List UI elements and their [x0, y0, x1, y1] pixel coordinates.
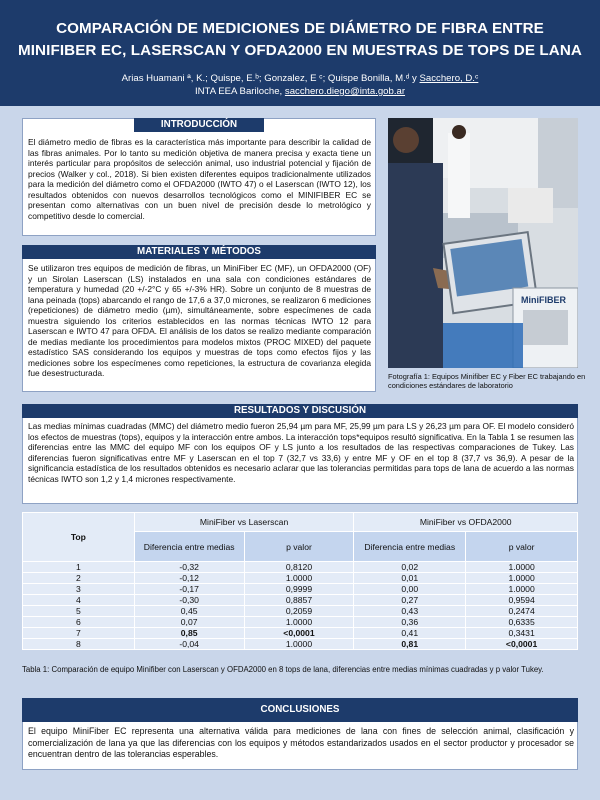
table-cell-p-laserscan: 1.0000 — [244, 617, 354, 628]
table-cell-diff-ofda: 0,27 — [354, 595, 466, 606]
table-cell-diff-ofda: 0,36 — [354, 617, 466, 628]
table-cell-p-laserscan: 0,9999 — [244, 584, 354, 595]
table-body — [23, 562, 578, 650]
header-top: Top — [23, 513, 135, 562]
table-cell-diff-laserscan: 0,85 — [134, 628, 244, 639]
lab-photo — [388, 118, 578, 368]
header-p-1: p valor — [244, 532, 354, 562]
table-cell-diff-ofda: 0,00 — [354, 584, 466, 595]
table-cell-p-ofda: 1.0000 — [466, 584, 578, 595]
table-cell-p-ofda: 0,9594 — [466, 595, 578, 606]
table-row — [23, 606, 578, 617]
resultados-heading: RESULTADOS Y DISCUSIÓN — [22, 404, 578, 418]
table-cell-top: 6 — [23, 617, 135, 628]
results-table — [22, 512, 578, 650]
table-cell-diff-ofda: 0,02 — [354, 562, 466, 573]
table-row — [23, 639, 578, 650]
poster-header — [0, 0, 600, 106]
table-cell-diff-laserscan: -0,12 — [134, 573, 244, 584]
table-cell-top: 5 — [23, 606, 135, 617]
lab-photo-illustration — [388, 118, 578, 368]
table-cell-p-ofda: 1.0000 — [466, 573, 578, 584]
affiliation-text: INTA EEA Bariloche, — [194, 86, 285, 97]
author-link[interactable]: Sacchero, D.ᶜ — [419, 73, 479, 84]
header-p-2: p valor — [466, 532, 578, 562]
table-row — [23, 628, 578, 639]
authors-text: Arias Huamani ª, K.; Quispe, E.ᵇ; Gonzalez, E ᶜ; Quispe Bonilla, M.ᵈ y — [121, 73, 420, 84]
table-cell-top: 3 — [23, 584, 135, 595]
table-cell-p-ofda: 0,3431 — [466, 628, 578, 639]
title-line-1: COMPARACIÓN DE MEDICIONES DE DIÁMETRO DE FIBRA ENTRE — [56, 20, 544, 37]
table-cell-p-laserscan: 1.0000 — [244, 573, 354, 584]
table-cell-p-laserscan: 0,8857 — [244, 595, 354, 606]
table-cell-top: 8 — [23, 639, 135, 650]
resultados-text: Las medias mínimas cuadradas (MMC) del diámetro medio fueron 25,94 µm para MF, 25,99 µm para LS y 26,23 µm para OF. El modelo consideró los efectos de muestras (tops), equipos y la interacción entre ambos. La interacción tops*equipos resultó significativa. En la Tabla 1 se resumen las diferencias entre las MMC del equipo MF con los equipos OF y LS junto a los resultados de las respectivas comparaciones de Tukey. Las diferencias fueron significativas entre MF y Laserscan en el top 7 (32,7 vs 33,6) y entre MF y OF en el top 8 (37,7 vs 36,9). A pesar de la significancia estadística de los resultados obtenidos es necesario aclarar que las tolerancias permitidas para tops de lana de acuerdo a las normas técnicas IWTO son 1,2 y 1,4 micrones respectivamente. — [28, 421, 574, 484]
results-table-wrap — [22, 512, 578, 650]
table-cell-p-ofda: 1.0000 — [466, 562, 578, 573]
authors-block — [0, 72, 600, 98]
introduccion-heading: INTRODUCCIÓN — [134, 118, 264, 132]
table-cell-p-laserscan: 1.0000 — [244, 639, 354, 650]
table-cell-top: 2 — [23, 573, 135, 584]
device-label: MiniFIBER — [521, 295, 566, 305]
table-cell-diff-ofda: 0,41 — [354, 628, 466, 639]
poster-title — [10, 18, 590, 62]
table-cell-diff-laserscan: -0,17 — [134, 584, 244, 595]
table-cell-p-ofda: 0,2474 — [466, 606, 578, 617]
table-row — [23, 584, 578, 595]
materiales-text: Se utilizaron tres equipos de medición de fibras, un MiniFiber EC (MF), un OFDA2000 (OF) y un Sirolan Laserscan (LS) instalados en una sala con condiciones estándares de temperatura y humedad (20 +/-2°C y 65 +/-3% HR). Sobre un conjunto de 8 muestras de lana peinada (tops) abarcando el rango de 17,6 a 37,0 micrones, se realizaron 6 mediciones (repeticiones) de diámetro medio (µm), simultáneamente, sobre especímenes de cada muestra siguiendo los criterios establecidos en las normas técnicas IWTO 12 para Laserscan e IWTO 47 para OFDA. El análisis de los datos se realizo mediante comparación de medias mediante los procedimientos para modelos mixtos (PROC MIXED) del paquete estadístico SAS considerando los equipos y muestras de tops como efectos fijos y las mediciones sobre los especímenes como repeticiones, la estructura de covarianza elegida fue desestructurada. — [28, 263, 371, 378]
table-cell-top: 1 — [23, 562, 135, 573]
header-diff-2: Diferencia entre medias — [354, 532, 466, 562]
table-caption: Tabla 1: Comparación de equipo Minifiber con Laserscan y OFDA2000 en 8 tops de lana, diferencias entre medias mínimas cuadradas y p valor Tukey. — [22, 665, 544, 674]
conclusiones-heading: CONCLUSIONES — [22, 698, 578, 722]
table-cell-p-laserscan: 0,2059 — [244, 606, 354, 617]
table-cell-p-ofda: 0,6335 — [466, 617, 578, 628]
table-cell-top: 7 — [23, 628, 135, 639]
email-link[interactable]: sacchero.diego@inta.gob.ar — [284, 86, 406, 97]
table-cell-p-laserscan: 0,8120 — [244, 562, 354, 573]
table-row — [23, 617, 578, 628]
table-cell-diff-ofda: 0,43 — [354, 606, 466, 617]
table-cell-diff-laserscan: 0,45 — [134, 606, 244, 617]
title-line-2: MINIFIBER EC, LASERSCAN Y OFDA2000 EN MUESTRAS DE TOPS DE LANA — [17, 42, 582, 59]
table-row — [23, 595, 578, 606]
table-row — [23, 573, 578, 584]
table-row — [23, 562, 578, 573]
table-cell-diff-laserscan: 0,07 — [134, 617, 244, 628]
table-cell-p-laserscan: <0,0001 — [244, 628, 354, 639]
header-diff-1: Diferencia entre medias — [134, 532, 244, 562]
table-cell-diff-laserscan: -0,30 — [134, 595, 244, 606]
photo-caption: Fotografía 1: Equipos Minifiber EC y Fiber EC trabajando en condiciones estándares de laboratorio — [388, 372, 586, 390]
introduccion-text: El diámetro medio de fibras es la característica más importante para describir la calidad de las fibras animales. Por lo tanto su medición objetiva de manera precisa y exacta tiene un interés particular para propósitos de selección animal, uso industrial potencial y fijación de precios (Walker y col., 2018). Si bien existen diferentes equipos tradicionalmente utilizados para la medición del diámetro como el OFDA2000 (IWTO 47) o el Laserscan (IWTO 12), los resultados obtenidos con nuevos desarrollos tecnológicos como el MINIFIBER EC se presentan como alternativas con un buen nivel de precisión desde lo metrológico y competitivo desde lo comercial. — [28, 137, 371, 221]
table-cell-p-ofda: <0,0001 — [466, 639, 578, 650]
table-cell-diff-ofda: 0,81 — [354, 639, 466, 650]
header-group-ofda: MiniFiber vs OFDA2000 — [354, 513, 578, 532]
table-cell-top: 4 — [23, 595, 135, 606]
materiales-heading: MATERIALES Y MÉTODOS — [22, 245, 376, 259]
table-cell-diff-laserscan: -0,04 — [134, 639, 244, 650]
conclusiones-text: El equipo MiniFiber EC representa una alternativa válida para mediciones de lana con fines de selección animal, clasificación y comercialización de lana ya que las diferencias con los equipos y métodos estandarizados usados en el sector productor y procesador se encuentran dentro de las tolerancias esperables. — [28, 726, 574, 759]
table-cell-diff-laserscan: -0,32 — [134, 562, 244, 573]
header-group-laserscan: MiniFiber vs Laserscan — [134, 513, 354, 532]
table-cell-diff-ofda: 0,01 — [354, 573, 466, 584]
